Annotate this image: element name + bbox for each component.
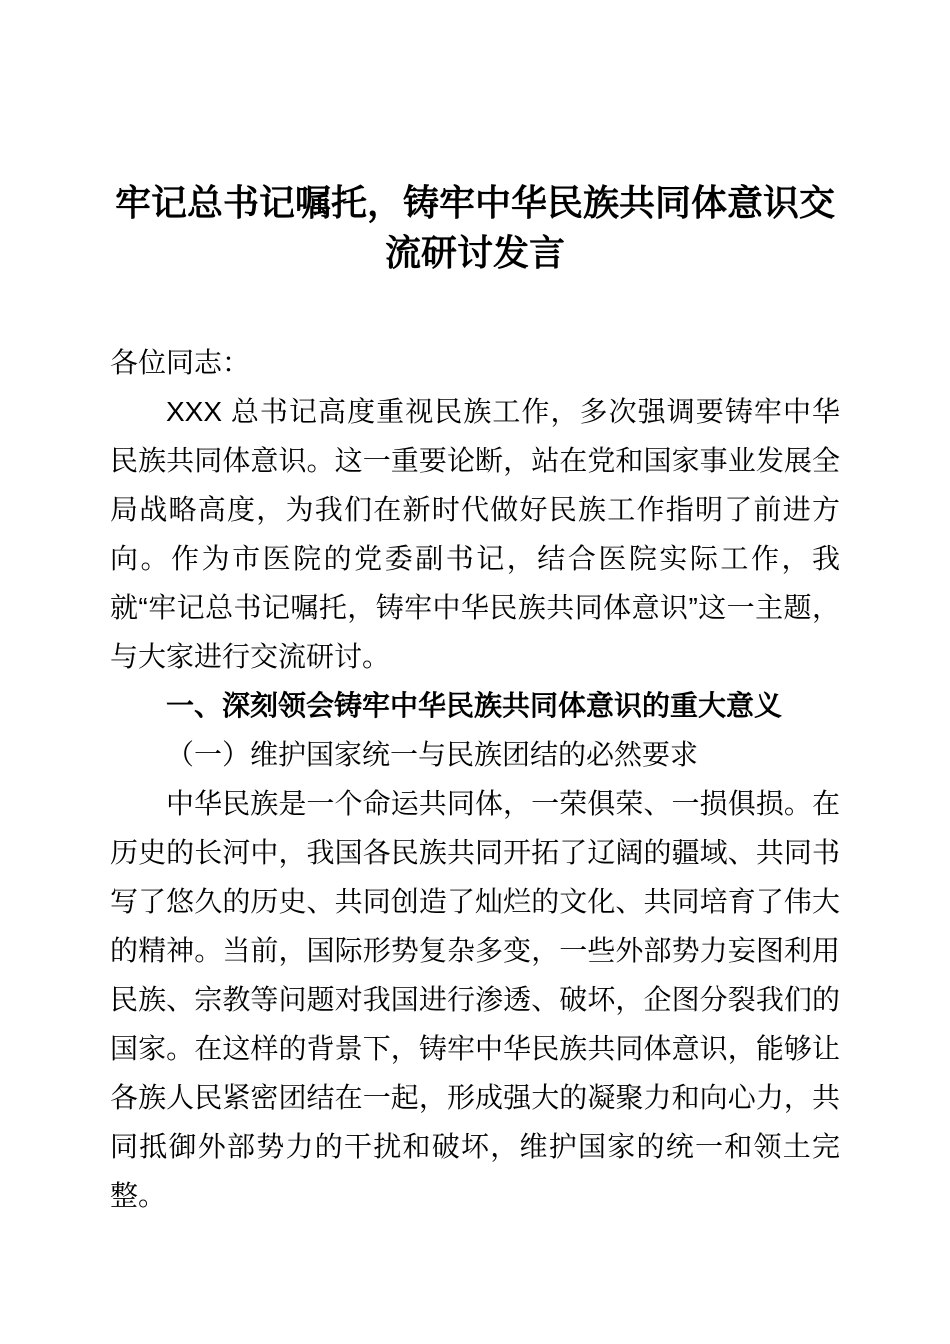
intro-paragraph: XXX 总书记高度重视民族工作，多次强调要铸牢中华民族共同体意识。这一重要论断，站在党和国家事业发展全局战略高度，为我们在新时代做好民族工作指明了前进方向。作为市医院的党委副书记，结合医院实际工作，我就“牢记总书记嘱托，铸牢中华民族共同体意识”这一主题，与大家进行交流研讨。 <box>110 396 840 672</box>
document-body <box>110 338 840 1220</box>
salutation: 各位同志： <box>110 347 251 378</box>
section-1-heading: 一、深刻领会铸牢中华民族共同体意识的重大意义 <box>166 690 783 721</box>
subsection-1-heading: （一）维护国家统一与民族团结的必然要求 <box>166 739 699 770</box>
subsection-1-paragraph: 中华民族是一个命运共同体，一荣俱荣、一损俱损。在历史的长河中，我国各民族共同开拓了辽阔的疆域、共同书写了悠久的历史、共同创造了灿烂的文化、共同培育了伟大的精神。当前，国际形势复杂多变，一些外部势力妄图利用民族、宗教等问题对我国进行渗透、破坏，企图分裂我们的国家。在这样的背景下，铸牢中华民族共同体意识，能够让各族人民紧密团结在一起，形成强大的凝聚力和向心力，共同抵御外部势力的干扰和破坏，维护国家的统一和领土完整。 <box>110 788 840 1211</box>
document-content <box>110 0 840 1220</box>
document-title: 牢记总书记嘱托，铸牢中华民族共同体意识交流研讨发言 <box>114 182 835 273</box>
